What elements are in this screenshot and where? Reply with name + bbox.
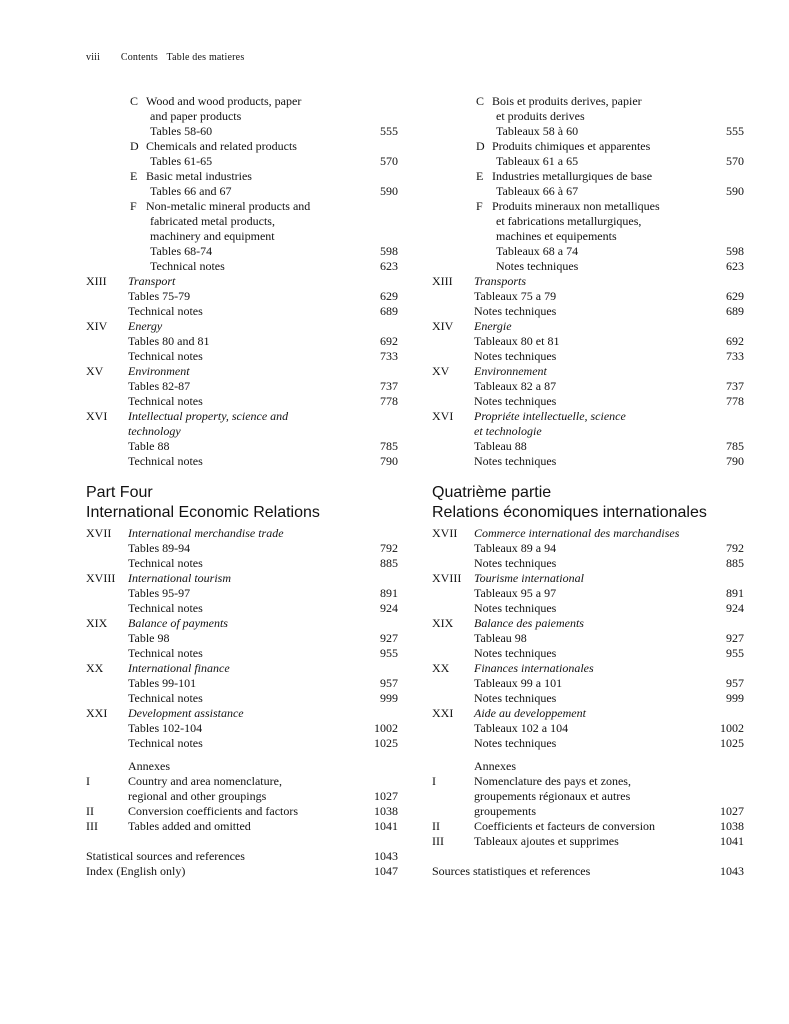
entry-title: Tourisme international	[474, 571, 584, 585]
toc-entry	[432, 379, 744, 394]
toc-entry	[86, 691, 398, 706]
entry-title: regional and other groupings	[128, 789, 267, 803]
page-ref: 1002	[720, 721, 744, 735]
toc-line	[432, 169, 744, 184]
page-ref: 885	[726, 556, 744, 570]
toc-line	[432, 424, 744, 439]
entry-title: Nomenclature des pays et zones,	[474, 774, 631, 788]
page-ref: 1025	[374, 736, 398, 750]
entry-title: groupements	[474, 804, 536, 818]
page-ref: 555	[380, 124, 398, 138]
toc-entry	[86, 154, 398, 169]
spacer	[432, 849, 744, 864]
entry-title: Energy	[128, 319, 163, 333]
section-letter: D	[130, 139, 139, 153]
spacer	[432, 469, 744, 483]
entry-title: and paper products	[150, 109, 242, 123]
entry-title: Tableaux 58 à 60	[496, 124, 579, 138]
toc-line	[86, 199, 398, 214]
toc-entry	[86, 556, 398, 571]
page-ref: 692	[380, 334, 398, 348]
page-ref: 792	[380, 541, 398, 555]
page-ref: 623	[380, 259, 398, 273]
entry-title: Tables 80 and 81	[128, 334, 210, 348]
section-letter: F	[130, 199, 137, 213]
entry-title: Wood and wood products, paper	[146, 94, 302, 108]
chapter-number: XV	[86, 364, 104, 378]
entry-title: Development assistance	[128, 706, 244, 720]
toc-entry	[432, 721, 744, 736]
chapter-number: XXI	[86, 706, 108, 720]
part-heading: Quatrième partie	[432, 484, 552, 501]
toc-line	[86, 229, 398, 244]
toc-entry	[432, 439, 744, 454]
entry-title: Technical notes	[128, 349, 203, 363]
entry-title: International finance	[128, 661, 230, 675]
entry-title: groupements régionaux et autres	[474, 789, 631, 803]
toc-entry	[432, 394, 744, 409]
toc-entry	[432, 834, 744, 849]
toc-line	[432, 774, 744, 789]
toc-entry	[432, 556, 744, 571]
chapter-number: XIX	[432, 616, 454, 630]
chapter-number: XVIII	[432, 571, 462, 585]
page-ref: 737	[380, 379, 398, 393]
toc-line	[86, 409, 398, 424]
page-ref: 1025	[720, 736, 744, 750]
entry-title: Tableaux ajoutes et supprimes	[474, 834, 619, 848]
entry-title: Industries metallurgiques de base	[492, 169, 653, 183]
entry-title: technology	[128, 424, 181, 438]
page-ref: 891	[726, 586, 744, 600]
toc-entry	[432, 819, 744, 834]
entry-title: Tableaux 80 et 81	[474, 334, 560, 348]
page-ref: 785	[380, 439, 398, 453]
entry-title: Tables 75-79	[128, 289, 191, 303]
toc-line	[432, 229, 744, 244]
section-letter: C	[130, 94, 139, 108]
entry-title: Environment	[128, 364, 190, 378]
spacer	[86, 834, 398, 849]
entry-title: Transport	[128, 274, 176, 288]
entry-title: Country and area nomenclature,	[128, 774, 282, 788]
toc-entry	[86, 631, 398, 646]
chapter-number: XVIII	[86, 571, 116, 585]
page-ref: 927	[380, 631, 398, 645]
toc-line	[86, 364, 398, 379]
toc-entry	[86, 601, 398, 616]
section-letter: D	[476, 139, 485, 153]
page-ref: 891	[380, 586, 398, 600]
entry-title: Notes techniques	[496, 259, 579, 273]
chapter-number: XIII	[432, 274, 453, 288]
chapter-number: XIX	[86, 616, 108, 630]
entry-title: Notes techniques	[474, 601, 557, 615]
entry-title: Propriéte intellectuelle, science	[474, 409, 626, 423]
chapter-number: II	[86, 804, 94, 818]
entry-title: Aide au developpement	[474, 706, 586, 720]
toc-entry	[86, 721, 398, 736]
entry-title: Technical notes	[128, 646, 203, 660]
toc-entry	[86, 789, 398, 804]
entry-title: Produits chimiques et apparentes	[492, 139, 651, 153]
toc-entry	[86, 804, 398, 819]
entry-title: Basic metal industries	[146, 169, 252, 183]
page-ref: 785	[726, 439, 744, 453]
toc-line	[432, 409, 744, 424]
toc-line	[86, 661, 398, 676]
entry-title: Notes techniques	[474, 304, 557, 318]
entry-title: Balance des paiements	[474, 616, 584, 630]
entry-title: Annexes	[128, 759, 170, 773]
entry-title: Technical notes	[128, 454, 203, 468]
toc-entry	[432, 454, 744, 469]
toc-entry	[86, 124, 398, 139]
toc-entry	[86, 259, 398, 274]
entry-title: Sources statistiques et references	[432, 864, 591, 878]
page-ref: 590	[380, 184, 398, 198]
toc-entry	[432, 124, 744, 139]
chapter-number: XV	[432, 364, 450, 378]
entry-title: Index (English only)	[86, 864, 186, 878]
toc-line	[432, 319, 744, 334]
page-ref: 1041	[720, 834, 744, 848]
entry-title: Transports	[474, 274, 527, 288]
chapter-number: XX	[432, 661, 450, 675]
toc-line	[432, 274, 744, 289]
toc-line	[86, 109, 398, 124]
section-letter: F	[476, 199, 483, 213]
page-ref: 692	[726, 334, 744, 348]
page-ref: 790	[726, 454, 744, 468]
toc-line	[86, 424, 398, 439]
toc-entry	[432, 586, 744, 601]
toc-line	[86, 139, 398, 154]
section-letter: E	[130, 169, 138, 183]
page-ref: 570	[726, 154, 744, 168]
toc-entry	[432, 304, 744, 319]
toc-entry	[86, 394, 398, 409]
toc-entry	[86, 334, 398, 349]
toc-line	[432, 199, 744, 214]
page-ref: 955	[380, 646, 398, 660]
toc-entry	[432, 691, 744, 706]
entry-title: Environnement	[474, 364, 547, 378]
chapter-number: XVII	[432, 526, 458, 540]
page-ref: 733	[726, 349, 744, 363]
entry-title: Notes techniques	[474, 454, 557, 468]
toc-line	[432, 706, 744, 721]
entry-title: et technologie	[474, 424, 542, 438]
toc-entry	[432, 289, 744, 304]
page-ref: 629	[380, 289, 398, 303]
toc-line	[432, 526, 744, 541]
toc-entry	[432, 864, 744, 879]
toc-entry	[86, 864, 398, 879]
page-ref: 1038	[720, 819, 744, 833]
entry-title: Tables 89-94	[128, 541, 191, 555]
spacer	[86, 751, 398, 759]
section-letter: E	[476, 169, 484, 183]
page-ref: 1041	[374, 819, 398, 833]
entry-title: Tableau 88	[474, 439, 527, 453]
page-ref: 957	[380, 676, 398, 690]
entry-title: Table 88	[128, 439, 170, 453]
toc-entry	[86, 289, 398, 304]
part-subheading: Relations économiques internationales	[432, 504, 707, 521]
page-ref: 733	[380, 349, 398, 363]
entry-title: Tableaux 66 à 67	[496, 184, 579, 198]
entry-title: Intellectual property, science and	[128, 409, 289, 423]
page-ref: 598	[726, 244, 744, 258]
entry-title: Tables 82-87	[128, 379, 191, 393]
entry-title: Notes techniques	[474, 646, 557, 660]
toc-entry	[86, 676, 398, 691]
chapter-number: XVI	[432, 409, 454, 423]
toc-line	[432, 616, 744, 631]
toc-entry	[86, 349, 398, 364]
entry-title: Conversion coefficients and factors	[128, 804, 299, 818]
toc-entry	[432, 601, 744, 616]
toc-line	[86, 319, 398, 334]
entry-title: Tables 95-97	[128, 586, 191, 600]
toc-entry	[432, 244, 744, 259]
toc-column-english	[86, 94, 398, 879]
entry-title: Coefficients et facteurs de conversion	[474, 819, 656, 833]
entry-title: et fabrications metallurgiques,	[496, 214, 642, 228]
entry-title: Technical notes	[128, 394, 203, 408]
entry-title: Finances internationales	[474, 661, 594, 675]
toc-line	[432, 94, 744, 109]
chapter-number: XIII	[86, 274, 107, 288]
page-ref: 999	[380, 691, 398, 705]
toc-line	[86, 94, 398, 109]
toc-entry	[432, 154, 744, 169]
entry-title: Tables 68-74	[150, 244, 213, 258]
entry-title: Notes techniques	[474, 394, 557, 408]
entry-title: Notes techniques	[474, 691, 557, 705]
toc-entry	[432, 349, 744, 364]
entry-title: Statistical sources and references	[86, 849, 245, 863]
chapter-number: I	[432, 774, 436, 788]
toc-entry	[86, 541, 398, 556]
chapter-number: XVI	[86, 409, 108, 423]
entry-title: Notes techniques	[474, 349, 557, 363]
entry-title: Tables 61-65	[150, 154, 213, 168]
entry-title: Tableaux 68 a 74	[496, 244, 579, 258]
toc-entry	[432, 631, 744, 646]
entry-title: Table 98	[128, 631, 170, 645]
page-ref: 1002	[374, 721, 398, 735]
entry-title: Non-metalic mineral products and	[146, 199, 311, 213]
entry-title: Tables added and omitted	[128, 819, 251, 833]
entry-title: Tableaux 102 a 104	[474, 721, 569, 735]
page-ref: 737	[726, 379, 744, 393]
chapter-number: III	[432, 834, 444, 848]
page-ref: 570	[380, 154, 398, 168]
page-number: viii	[86, 52, 101, 63]
chapter-number: XIV	[432, 319, 454, 333]
header-title-en: Contents	[120, 52, 159, 63]
toc-line	[432, 214, 744, 229]
chapter-number: XX	[86, 661, 104, 675]
entry-title: Produits mineraux non metalliques	[492, 199, 660, 213]
spacer	[432, 751, 744, 759]
toc-entry	[86, 244, 398, 259]
toc-entry	[86, 184, 398, 199]
part-subheading: International Economic Relations	[86, 504, 320, 521]
toc-line	[432, 759, 744, 774]
toc-entry	[86, 849, 398, 864]
page-ref: 689	[380, 304, 398, 318]
toc-line	[86, 706, 398, 721]
toc-entry	[432, 184, 744, 199]
toc-entry	[86, 736, 398, 751]
entry-title: Tableaux 99 a 101	[474, 676, 563, 690]
page-ref: 1038	[374, 804, 398, 818]
toc-line	[86, 774, 398, 789]
entry-title: Tables 66 and 67	[150, 184, 232, 198]
page-ref: 1043	[720, 864, 744, 878]
toc-entry	[432, 676, 744, 691]
entry-title: Technical notes	[150, 259, 225, 273]
entry-title: Technical notes	[128, 304, 203, 318]
page-ref: 689	[726, 304, 744, 318]
spacer	[86, 469, 398, 483]
toc-entry	[432, 334, 744, 349]
toc-line	[432, 789, 744, 804]
page-ref: 629	[726, 289, 744, 303]
entry-title: International merchandise trade	[128, 526, 284, 540]
entry-title: Tableaux 82 a 87	[474, 379, 557, 393]
entry-title: Bois et produits derives, papier	[492, 94, 642, 108]
page-ref: 778	[726, 394, 744, 408]
toc-line	[432, 109, 744, 124]
toc-entry	[432, 646, 744, 661]
toc-entry	[86, 819, 398, 834]
page-ref: 778	[380, 394, 398, 408]
entry-title: Balance of payments	[128, 616, 228, 630]
toc-entry	[86, 646, 398, 661]
toc-entry	[86, 586, 398, 601]
toc-line	[86, 214, 398, 229]
toc-entry	[86, 454, 398, 469]
chapter-number: XIV	[86, 319, 108, 333]
page-ref: 1043	[374, 849, 398, 863]
toc-entry	[432, 541, 744, 556]
page-ref: 792	[726, 541, 744, 555]
entry-title: Technical notes	[128, 601, 203, 615]
page-ref: 555	[726, 124, 744, 138]
page-ref: 955	[726, 646, 744, 660]
toc-entry	[86, 379, 398, 394]
entry-title: fabricated metal products,	[150, 214, 275, 228]
entry-title: Notes techniques	[474, 556, 557, 570]
toc-entry	[86, 439, 398, 454]
toc-line	[86, 571, 398, 586]
entry-title: Notes techniques	[474, 736, 557, 750]
entry-title: Technical notes	[128, 736, 203, 750]
toc-line	[432, 661, 744, 676]
entry-title: Chemicals and related products	[146, 139, 297, 153]
page-ref: 623	[726, 259, 744, 273]
chapter-number: XVII	[86, 526, 112, 540]
entry-title: Technical notes	[128, 556, 203, 570]
chapter-number: III	[86, 819, 98, 833]
toc-entry	[432, 259, 744, 274]
entry-title: Commerce international des marchandises	[474, 526, 680, 540]
header-title-fr: Table des matieres	[166, 52, 245, 63]
page-ref: 999	[726, 691, 744, 705]
chapter-number: XXI	[432, 706, 454, 720]
toc-line	[86, 526, 398, 541]
entry-title: Energie	[474, 319, 512, 333]
toc-line	[86, 759, 398, 774]
toc-entry	[432, 736, 744, 751]
section-letter: C	[476, 94, 485, 108]
chapter-number: II	[432, 819, 440, 833]
toc-line	[86, 616, 398, 631]
entry-title: Tables 58-60	[150, 124, 213, 138]
page-ref: 790	[380, 454, 398, 468]
entry-title: et produits derives	[496, 109, 585, 123]
toc-line	[432, 571, 744, 586]
page-ref: 1027	[720, 804, 744, 818]
page-ref: 1047	[374, 864, 398, 878]
chapter-number: I	[86, 774, 90, 788]
page-ref: 885	[380, 556, 398, 570]
page-ref: 927	[726, 631, 744, 645]
running-header	[86, 52, 262, 63]
entry-title: machinery and equipment	[150, 229, 275, 243]
toc-line	[432, 364, 744, 379]
toc-entry	[86, 304, 398, 319]
page-ref: 957	[726, 676, 744, 690]
entry-title: International tourism	[128, 571, 232, 585]
entry-title: Tableaux 75 a 79	[474, 289, 557, 303]
toc-line	[432, 139, 744, 154]
toc-line	[86, 274, 398, 289]
toc-column-french	[432, 94, 744, 879]
part-heading: Part Four	[86, 484, 153, 501]
page-ref: 590	[726, 184, 744, 198]
entry-title: machines et equipements	[496, 229, 617, 243]
entry-title: Tableaux 95 a 97	[474, 586, 557, 600]
page-ref: 1027	[374, 789, 398, 803]
entry-title: Tables 102-104	[128, 721, 203, 735]
toc-line	[86, 169, 398, 184]
entry-title: Tableaux 61 a 65	[496, 154, 579, 168]
entry-title: Tables 99-101	[128, 676, 197, 690]
toc-entry	[432, 804, 744, 819]
page-ref: 598	[380, 244, 398, 258]
entry-title: Technical notes	[128, 691, 203, 705]
entry-title: Tableau 98	[474, 631, 527, 645]
entry-title: Annexes	[474, 759, 516, 773]
page-ref: 924	[726, 601, 744, 615]
entry-title: Tableaux 89 a 94	[474, 541, 557, 555]
page-ref: 924	[380, 601, 398, 615]
